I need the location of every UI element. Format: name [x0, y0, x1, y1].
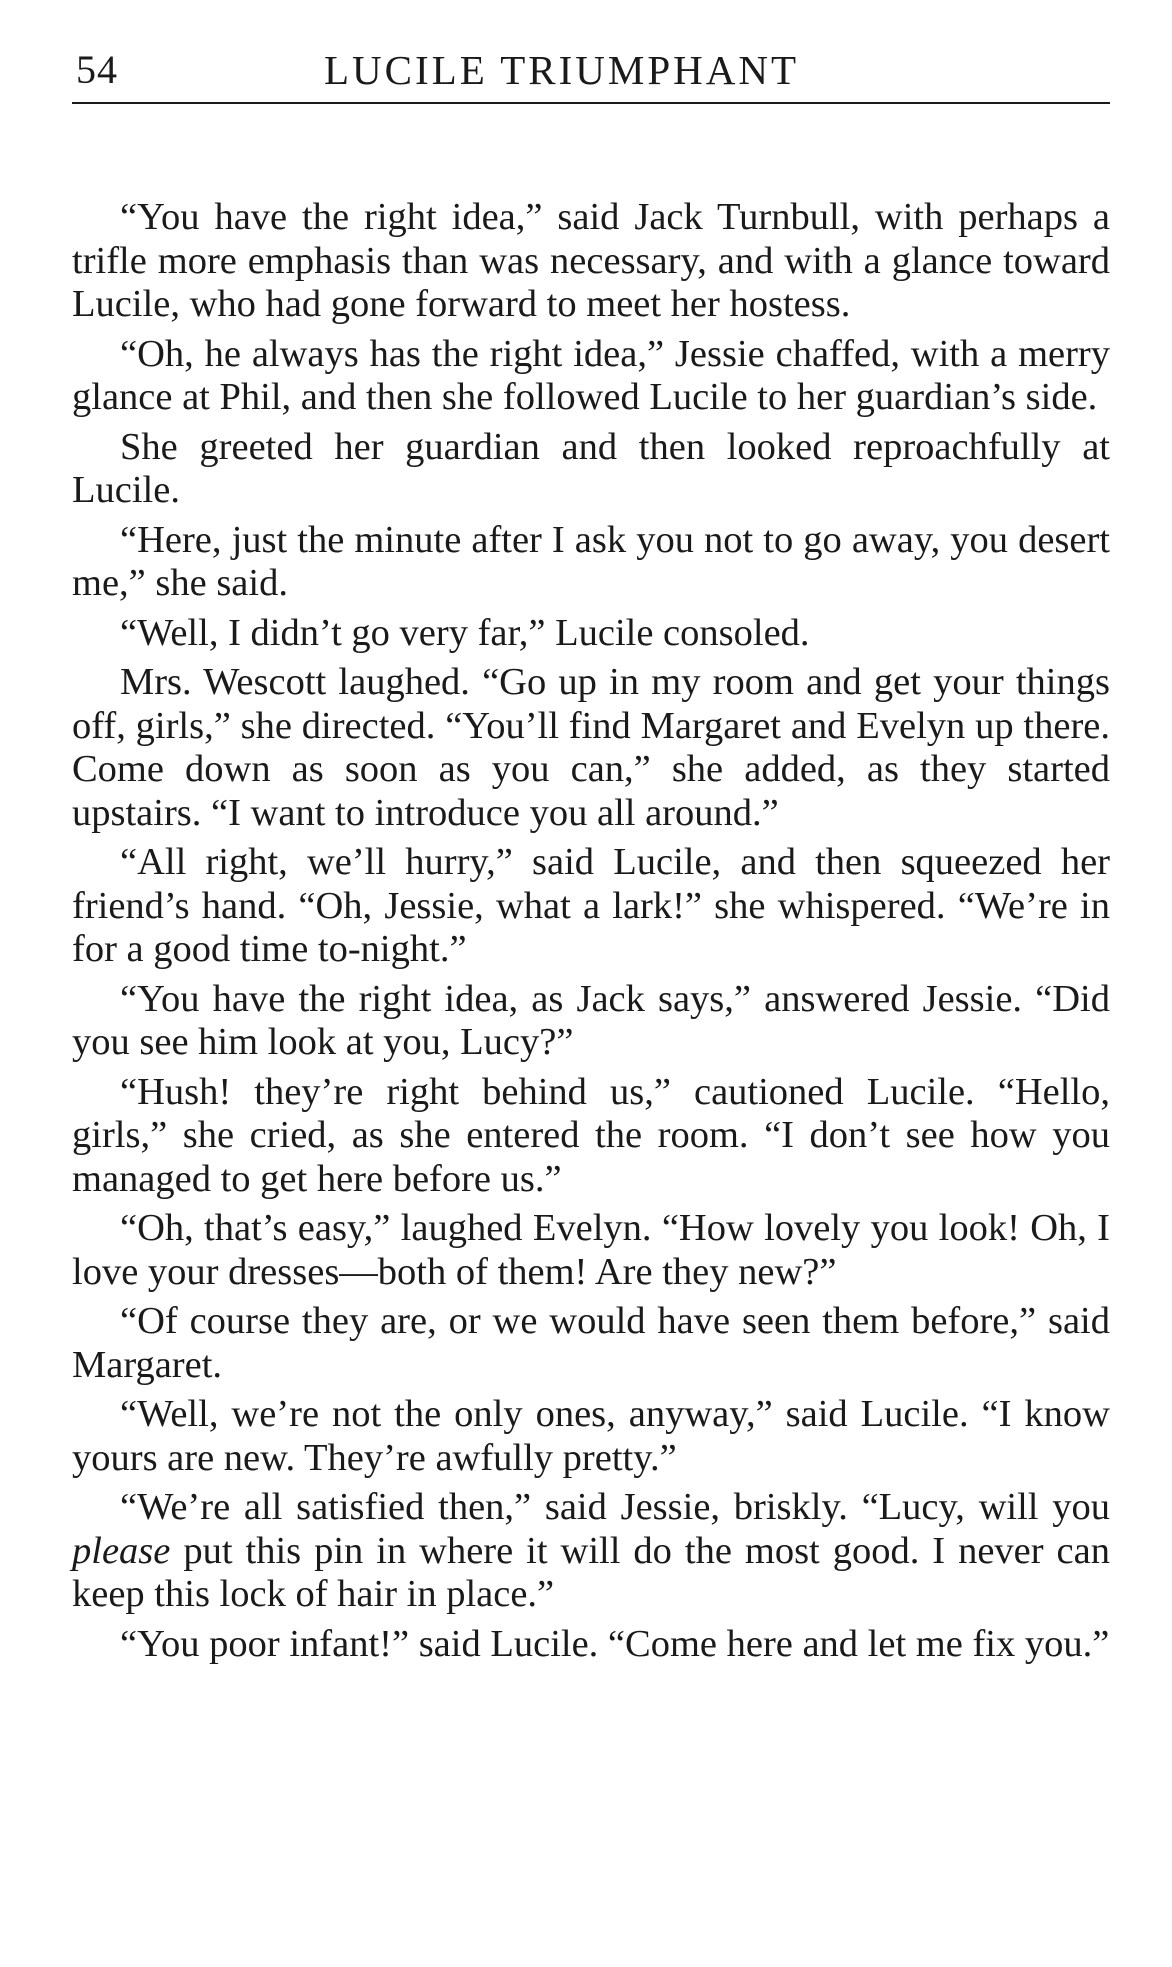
paragraph: “All right, we’ll hurry,” said Lucile, and then squeezed her friend’s hand. “Oh, Jessie, what a lark!” she whispered. “We’re in for a good time to-night.” [72, 841, 1110, 970]
paragraph: “Hush! they’re right behind us,” cautioned Lucile. “Hello, girls,” she cried, as she entered the room. “I don’t see how you managed to get here before us.” [72, 1070, 1110, 1200]
running-head [72, 40, 1110, 104]
paragraph: “Of course they are, or we would have seen them before,” said Margaret. [72, 1300, 1110, 1386]
paragraph: “You poor infant!” said Lucile. “Come here and let me fix you.” [120, 1622, 1110, 1665]
paragraph: “Well, I didn’t go very far,” Lucile consoled. [120, 611, 810, 654]
book-page [72, 40, 1110, 1672]
paragraph: Mrs. Wescott laughed. “Go up in my room and get your things off, girls,” she directed. “You’ll find Margaret and Evelyn up there. Come down as soon as you can,” she added, as they started upstairs. “I want to introduce you all around.” [72, 661, 1110, 834]
paragraph: “Here, just the minute after I ask you not to go away, you desert me,” she said. [72, 518, 1110, 604]
paragraph: “Well, we’re not the only ones, anyway,” said Lucile. “I know yours are new. They’re awfully pretty.” [72, 1393, 1110, 1479]
paragraph: She greeted her guardian and then looked reproachfully at Lucile. [72, 425, 1110, 511]
paragraph: “Oh, that’s easy,” laughed Evelyn. “How lovely you look! Oh, I love your dresses—both of them! Are they new?” [72, 1207, 1110, 1293]
paragraph: “You have the right idea,” said Jack Turnbull, with perhaps a trifle more emphasis than was necessary, and with a glance toward Lucile, who had gone forward to meet her hostess. [72, 196, 1110, 325]
paragraph [72, 1486, 1110, 1617]
paragraph: “Oh, he always has the right idea,” Jessie chaffed, with a merry glance at Phil, and then she followed Lucile to her guardian’s side. [72, 332, 1110, 418]
paragraph: “You have the right idea, as Jack says,” answered Jessie. “Did you see him look at you, Lucy?” [72, 977, 1110, 1063]
book-title: LUCILE TRIUMPHANT [324, 47, 800, 93]
paragraph-text: put this pin in where it will do the most good. I never can keep this lock of hair in place.” [72, 1529, 1110, 1615]
page-number: 54 [76, 47, 118, 92]
emphasized-word: please [72, 1529, 171, 1572]
paragraph-text: “We’re all satisfied then,” said Jessie, briskly. “Lucy, will you [120, 1486, 1110, 1528]
body-text [72, 196, 1110, 1666]
